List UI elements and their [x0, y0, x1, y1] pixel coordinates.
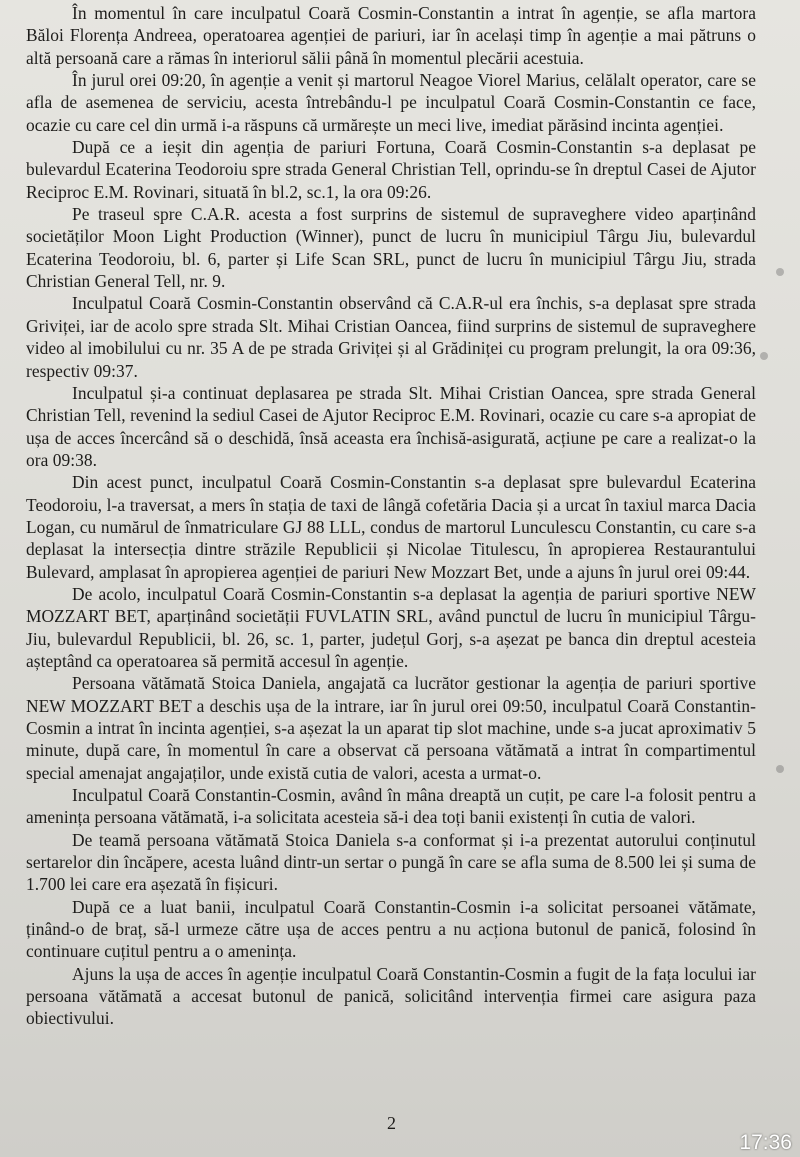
paragraph: După ce a ieșit din agenția de pariuri Fortuna, Coară Cosmin-Constantin s-a deplasat pe bulevardul Ecaterina Teodoroiu spre strada General Christian Tell, oprindu-se în dreptul Casei de Ajutor Reciproc E.M. Rovinari, situată în bl.2, sc.1, la ora 09:26.	[26, 137, 756, 202]
paper-smudge	[760, 352, 768, 360]
paragraph: După ce a luat banii, inculpatul Coară Constantin-Cosmin i-a solicitat persoanei vătămate, ținând-o de braț, să-l urmeze către ușa de acces pentru a nu acționa butonul de panică, folosind în continuare cuțitul pentru a o amenința.	[26, 896, 756, 962]
paragraph: Pe traseul spre C.A.R. acesta a fost surprins de sistemul de supraveghere video aparținând societăților Moon Light Production (Winner), punct de lucru în municipiul Târgu Jiu, bulevardul Ecaterina Teodoroiu, bl. 6, parter și Life Scan SRL, punct de lucru în municipiul Târgu Jiu, strada Christian General Tell, nr. 9.	[26, 204, 756, 292]
paragraph: Inculpatul Coară Cosmin-Constantin observând că C.A.R-ul era închis, s-a deplasat spre strada Griviței, iar de acolo spre strada Slt. Mihai Cristian Oancea, fiind surprins de sistemul de supraveghere video al imobilului cu nr. 35 A de pe strada Griviței și al Grădiniței cu program prelungit, la ora 09:36, respectiv 09:37.	[26, 293, 756, 381]
paragraph: În momentul în care inculpatul Coară Cosmin-Constantin a intrat în agenție, se afla martora Băloi Florența Andreea, operatoarea agenției de pariuri, iar în același timp în agenție a mai pătruns o altă persoană care a rămas în interiorul sălii până în momentul plecării acestuia.	[26, 3, 756, 68]
paragraph: Inculpatul Coară Constantin-Cosmin, având în mâna dreaptă un cuțit, pe care l-a folosit pentru a amenința persoana vătămată, i-a solicitata acesteia să-i dea toți banii existenți în cutia de valori.	[26, 785, 756, 828]
paragraph: În jurul orei 09:20, în agenție a venit și martorul Neagoe Viorel Marius, celălalt operator, care se afla de asemenea de serviciu, acesta întrebându-l pe inculpatul Coară Cosmin-Constantin ce face, ocazie cu care cel din urmă i-a răspuns că urmărește un meci live, imediat părăsind incinta agenției.	[26, 70, 756, 135]
paper-smudge	[776, 765, 784, 773]
paragraph: De teamă persoana vătămată Stoica Daniela s-a conformat și i-a prezentat autorului conținutul sertarelor din încăpere, acesta luând dintr-un sertar o pungă în care se afla suma de 8.500 lei și suma de 1.700 lei care era așezată în fișicuri.	[26, 829, 756, 895]
document-body	[26, 2, 756, 1030]
paper-smudge	[776, 268, 784, 276]
paragraph: Inculpatul și-a continuat deplasarea pe strada Slt. Mihai Cristian Oancea, spre strada General Christian Tell, revenind la sediul Casei de Ajutor Reciproc E.M. Rovinari, ocazie cu care s-a apropiat de ușa de acces încercând să o deschidă, însă aceasta era închisă-asigurată, acțiune pe care a realizat-o la ora 09:38.	[26, 382, 757, 470]
paragraph: Persoana vătămată Stoica Daniela, angajată ca lucrător gestionar la agenția de pariuri sportive NEW MOZZART BET a deschis ușa de la intrare, iar în jurul orei 09:50, inculpatul Coară Constantin-Cosmin a intrat în incinta agenției, s-a așezat la un aparat tip slot machine, unde s-a jucat aproximativ 5 minute, după care, în momentul în care a observat că persoana vătămată a intrat în compartimentul special amenajat angajaților, unde există cutia de valori, acesta a urmat-o.	[26, 673, 756, 783]
paragraph: Din acest punct, inculpatul Coară Cosmin-Constantin s-a deplasat spre bulevardul Ecaterina Teodoroiu, l-a traversat, a mers în stația de taxi de lângă cofetăria Dacia și a urcat în taxiul marca Dacia Logan, cu numărul de înmatriculare GJ 88 LLL, condus de martorul Lunculescu Constantin, cu care s-a deplasat la intersecția dintre străzile Republicii și Nicolae Titulescu, în apropierea Restaurantului Bulevard, amplasat în apropierea agenției de pariuri New Mozzart Bet, unde a ajuns în jurul orei 09:44.	[26, 472, 756, 582]
page-number: 2	[387, 1113, 396, 1133]
status-time: 17:36	[739, 1131, 792, 1154]
paragraph: De acolo, inculpatul Coară Cosmin-Constantin s-a deplasat la agenția de pariuri sportive NEW MOZZART BET, aparținând societății FUVLATIN SRL, având punctul de lucru în municipiul Târgu-Jiu, bulevardul Republicii, bl. 26, sc. 1, parter, județul Gorj, s-a așezat pe banca din dreptul acesteia așteptând ca operatoarea să permită accesul în agenție.	[26, 583, 756, 671]
paragraph: Ajuns la ușa de acces în agenție inculpatul Coară Constantin-Cosmin a fugit de la fața locului iar persoana vătămată a accesat butonul de panică, solicitând intervenția firmei care asigura paza obiectivului.	[26, 963, 756, 1029]
